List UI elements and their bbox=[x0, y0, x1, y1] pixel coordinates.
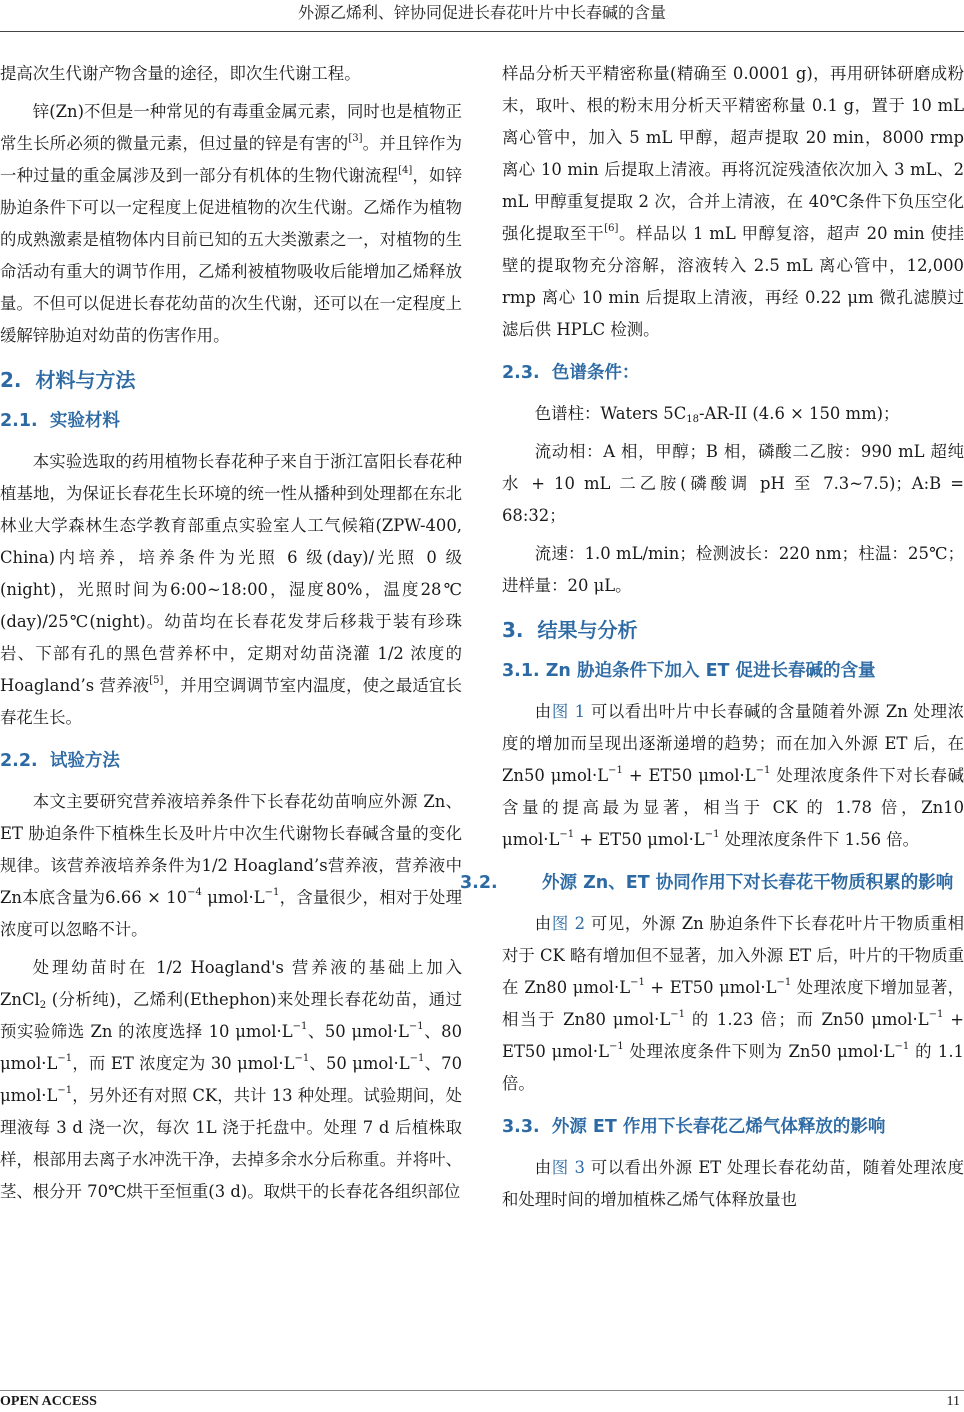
text: ，而 ET 浓度定为 30 μmol·L bbox=[72, 1054, 295, 1073]
superscript: −1 bbox=[928, 1009, 944, 1020]
section-title: 材料与方法 bbox=[35, 368, 136, 392]
header-rule bbox=[0, 31, 964, 32]
paragraph bbox=[0, 952, 462, 1208]
citation[interactable]: [4] bbox=[398, 165, 413, 176]
subsection-heading bbox=[460, 868, 964, 898]
paragraph bbox=[502, 1152, 964, 1216]
superscript: −1 bbox=[630, 977, 645, 988]
superscript: −1 bbox=[57, 1085, 73, 1096]
text: -AR-II (4.6 × 150 mm)； bbox=[699, 404, 900, 423]
superscript: −1 bbox=[608, 1041, 624, 1052]
text: + ET50 μmol·L bbox=[574, 830, 705, 849]
figure-link[interactable]: 图 2 bbox=[551, 914, 586, 933]
superscript: −4 bbox=[187, 887, 202, 898]
text: ，如锌胁迫条件下可以一定程度上促进植物的次生代谢。乙烯作为植物的成熟激素是植物体内目前已知的五大类激素之一，对植物的生命活动有重大的调节作用，乙烯利被植物吸收后能增加乙烯释放量。不但可以促进长春花幼苗的次生代谢，还可以在一定程度上缓解锌胁迫对幼苗的伤害作用。 bbox=[0, 166, 463, 345]
text: + ET50 μmol·L bbox=[644, 978, 777, 997]
paragraph bbox=[502, 436, 964, 532]
text: μmol·L bbox=[201, 888, 265, 907]
text: (分析纯)，乙烯利(Ethephon)来处理长春花幼苗，通过预实验筛选 Zn 的浓度选择 10 μmol·L bbox=[0, 990, 462, 1041]
superscript: −1 bbox=[294, 1053, 310, 1064]
superscript: −1 bbox=[264, 887, 280, 898]
section-title: 结果与分析 bbox=[537, 618, 638, 642]
text: 的 1.23 倍；而 Zn50 μmol·L bbox=[685, 1010, 929, 1029]
superscript: −1 bbox=[670, 1009, 686, 1020]
text: ，并用空调调节室内温度，使之最适宜长春花生长。 bbox=[0, 676, 462, 727]
figure-link[interactable]: 图 1 bbox=[551, 702, 586, 721]
section-title: 色谱条件： bbox=[551, 363, 640, 383]
section-number: 2.1. bbox=[0, 411, 38, 431]
text: 的 1.1 倍。 bbox=[502, 1042, 964, 1093]
superscript: −1 bbox=[408, 1021, 424, 1032]
subsection-heading bbox=[0, 746, 462, 776]
text: 由 bbox=[534, 914, 552, 933]
text: 处理浓度条件下对长春碱含量的提高最为显著，相当于 CK 的 1.78 倍，Zn10 μmol·L bbox=[502, 766, 964, 849]
text: 由 bbox=[534, 1158, 552, 1177]
superscript: −1 bbox=[894, 1041, 910, 1052]
text: 、50 μmol·L bbox=[309, 1054, 410, 1073]
section-title: 试验方法 bbox=[49, 751, 120, 771]
text: 本实验选取的药用植物长春花种子来自于浙江富阳长春花种植基地，为保证长春花生长环境的统一性从播种到处理都在东北林业大学森林生态学教育部重点实验室人工气候箱(ZPW-400, China)内培养，培养条件为光照 6 级(day)/光照 0 级(night)，光照时间为6:00~18:00，湿度80%，温度28℃(day)/25℃(night)。幼苗均在长春花发芽后移栽于装有珍珠岩、下部有孔的黑色营养杯中，定期对幼苗浇灌 1/2 浓度的Hoagland’s 营养液 bbox=[0, 452, 462, 695]
section-heading bbox=[0, 366, 462, 394]
text: 由 bbox=[534, 702, 552, 721]
citation[interactable]: [6] bbox=[604, 223, 619, 234]
section-number: 2.2. bbox=[0, 751, 38, 771]
superscript: −1 bbox=[608, 765, 623, 776]
right-column bbox=[460, 58, 964, 1222]
section-title: 实验材料 bbox=[49, 411, 120, 431]
text: ，另外还有对照 CK，共计 13 种处理。试验期间，处理液每 3 d 浇一次，每次 1L 浇于托盘中。处理 7 d 后植株取样，根部用去离子水冲洗干净，去掉多余水分后称重。并将叶、茎、根分开 70℃烘干至恒重(3 d)。取烘干的长春花各组织部位 bbox=[0, 1086, 462, 1201]
text: + ET50 μmol·L bbox=[622, 766, 756, 785]
text: 处理幼苗时在 1/2 Hoagland's 营养液的基础上加入 ZnCl bbox=[0, 958, 462, 1009]
superscript: −1 bbox=[559, 829, 575, 840]
paragraph bbox=[502, 908, 964, 1100]
citation[interactable]: [5] bbox=[149, 675, 164, 686]
section-heading bbox=[502, 616, 964, 644]
paragraph bbox=[502, 696, 964, 856]
figure-link[interactable]: 图 3 bbox=[551, 1158, 585, 1177]
page-number: 11 bbox=[946, 1394, 960, 1409]
text: 可以看出叶片中长春碱的含量随着外源 Zn 处理浓度的增加而呈现出逐渐递增的趋势；而在加入外源 ET 后，在 Zn50 μmol·L bbox=[502, 702, 964, 785]
paragraph bbox=[0, 446, 462, 734]
text: ，含量很少，相对于处理浓度可以忽略不计。 bbox=[0, 888, 463, 939]
section-number: 3.3. bbox=[502, 1117, 540, 1137]
paragraph bbox=[502, 398, 964, 430]
text: + ET50 μmol·L bbox=[502, 1010, 964, 1061]
text: 锌(Zn)不但是一种常见的有毒重金属元素，同时也是植物正常生长所必须的微量元素，但过量的锌是有害的 bbox=[0, 102, 462, 153]
text: 处理浓度条件下则为 Zn50 μmol·L bbox=[623, 1042, 895, 1061]
section-title: 外源 ET 作用下长春花乙烯气体释放的影响 bbox=[551, 1117, 886, 1137]
superscript: −1 bbox=[755, 765, 771, 776]
citation[interactable]: [3] bbox=[348, 133, 363, 144]
subsection-heading bbox=[0, 406, 462, 436]
superscript: −1 bbox=[776, 977, 792, 988]
text: 流动相：A 相，甲醇；B 相，磷酸二乙胺：990 mL 超纯水 + 10 mL 二乙胺(磷酸调 pH 至 7.3~7.5)；A:B = 68:32； bbox=[502, 442, 964, 525]
section-number: 3. bbox=[502, 618, 524, 642]
section-number: 3.2. bbox=[460, 873, 498, 893]
text: 本文主要研究营养液培养条件下长春花幼苗响应外源 Zn、ET 胁迫条件下植株生长及叶片中次生代谢物长春碱含量的变化规律。该营养液培养条件为1/2 Hoagland’s营养液，营养液中Zn本底含量为6.66 × 10 bbox=[0, 792, 462, 907]
text: 流速：1.0 mL/min；检测波长：220 nm；柱温：25℃；进样量：20 μL。 bbox=[502, 544, 964, 595]
text: 可以看出外源 ET 处理长春花幼苗，随着处理浓度和处理时间的增加植株乙烯气体释放量也 bbox=[502, 1158, 964, 1209]
text: 样品分析天平精密称量(精确至 0.0001 g)，再用研钵研磨成粉末，取叶、根的粉末用分析天平精密称量 0.1 g，置于 10 mL 离心管中，加入 5 mL 甲醇，超声提取 20 min，8000 rmp 离心 10 min 后提取上清液。再将沉淀残渣依次加入 3 mL、2 mL 甲醇重复提取 2 次，合并上清液，在 40℃条件下负压空化强化提取至干 bbox=[502, 64, 964, 243]
subscript: 18 bbox=[686, 414, 699, 425]
left-column bbox=[0, 58, 462, 1214]
subsection-heading bbox=[502, 1112, 964, 1142]
text: 处理浓度条件下 1.56 倍。 bbox=[719, 830, 920, 849]
superscript: −1 bbox=[57, 1053, 73, 1064]
text: 、70 μmol·L bbox=[0, 1054, 462, 1105]
running-header: 外源乙烯利、锌协同促进长春花叶片中长春碱的含量 bbox=[297, 3, 666, 22]
subsection-heading bbox=[502, 656, 964, 686]
paragraph bbox=[502, 538, 964, 602]
text: 。并且锌作为一种过量的重金属涉及到一部分有机体的生物代谢流程 bbox=[0, 134, 463, 185]
paragraph bbox=[0, 58, 462, 90]
text: 、80 μmol·L bbox=[0, 1022, 463, 1073]
paragraph bbox=[0, 96, 462, 352]
text: 提高次生代谢产物含量的途径，即次生代谢工程。 bbox=[0, 64, 361, 83]
journal-label: OPEN ACCESS bbox=[0, 1394, 97, 1409]
section-title: 3.1. Zn 胁迫条件下加入 ET 促进长春碱的含量 bbox=[502, 661, 876, 681]
superscript: −1 bbox=[409, 1053, 425, 1064]
superscript: −1 bbox=[292, 1021, 308, 1032]
text: 处理浓度下增加显著，相当于 Zn80 μmol·L bbox=[502, 978, 964, 1029]
subscript: 2 bbox=[39, 1000, 47, 1011]
footer-rule bbox=[0, 1390, 964, 1391]
subsection-heading bbox=[502, 358, 964, 388]
section-title: 外源 Zn、ET 协同作用下对长春花干物质积累的影响 bbox=[542, 873, 954, 893]
text: 色谱柱：Waters 5C bbox=[534, 404, 687, 423]
paragraph bbox=[0, 786, 462, 946]
text: 可见，外源 Zn 胁迫条件下长春花叶片干物质重相对于 CK 略有增加但不显著，加入外源 ET 后，叶片的干物质重在 Zn80 μmol·L bbox=[502, 914, 964, 997]
text: 。样品以 1 mL 甲醇复溶，超声 20 min 使挂壁的提取物充分溶解，溶液转入 2.5 mL 离心管中，12,000 rmp 离心 10 min 后提取上清液，再经 0.22 μm 微孔滤膜过滤后供 HPLC 检测。 bbox=[502, 224, 964, 339]
superscript: −1 bbox=[704, 829, 720, 840]
paragraph bbox=[502, 58, 964, 346]
section-number: 2. bbox=[0, 368, 22, 392]
section-number: 2.3. bbox=[502, 363, 540, 383]
text: 、50 μmol·L bbox=[307, 1022, 409, 1041]
